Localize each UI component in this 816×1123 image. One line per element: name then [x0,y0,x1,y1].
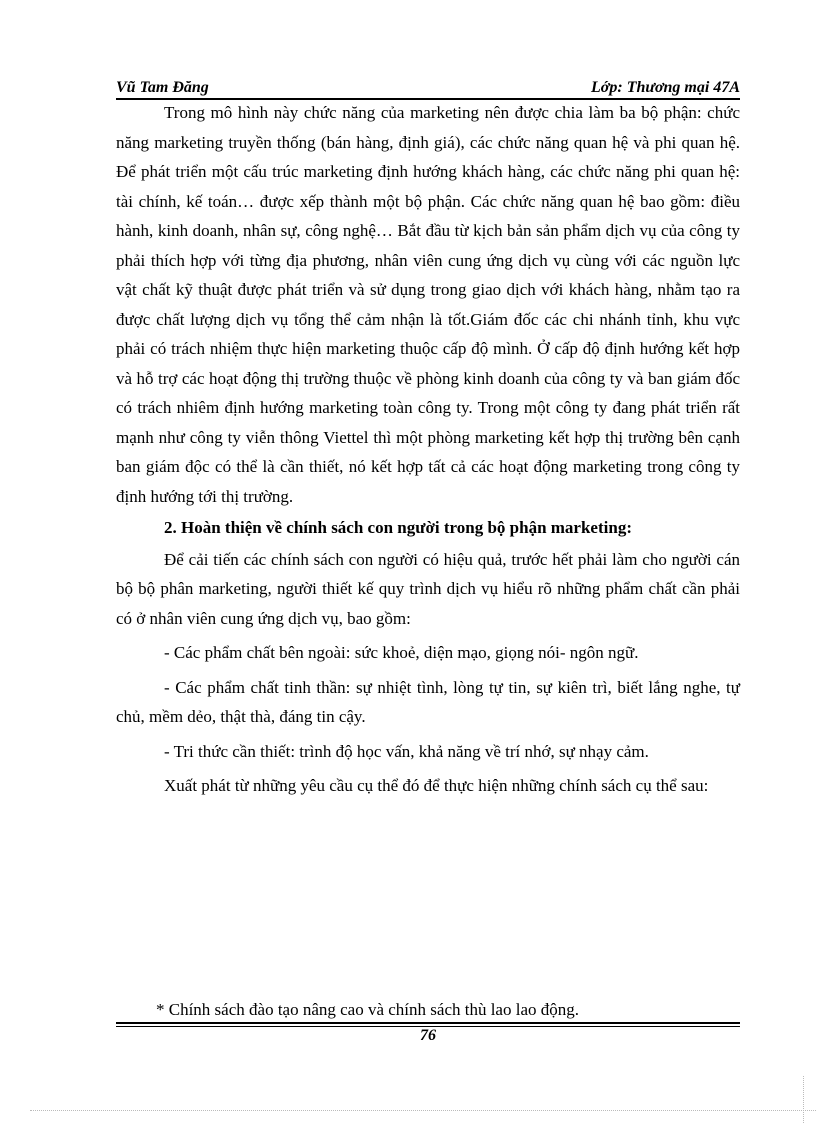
paragraph-policies-intro: Xuất phát từ những yêu cầu cụ thể đó để thực hiện những chính sách cụ thể sau: [164,776,709,795]
paragraph-marketing-structure: Trong mô hình này chức năng của marketing nên được chia làm ba bộ phận: chức năng marketing truyền thống (bán hàng, định giá), các chức năng quan hệ và phi quan hệ. Để phát triển một cấu trúc marketing định hướng khách hàng, các chức năng phi quan hệ: tài chính, kế toán… được xếp thành một bộ phận. Các chức năng quan hệ bao gồm: điều hành, kinh doanh, nhân sự, công nghệ… Bắt đầu từ kịch bản sản phẩm dịch vụ của công ty phải thích hợp với từng địa phương, nhân viên cung ứng dịch vụ cùng với các nguồn lực vật chất kỹ thuật được phát triển và sử dụng trong giao dịch với khách hàng, nhằm tạo ra được chất lượng dịch vụ tổng thể cảm nhận là tốt.Giám đốc các chi nhánh tỉnh, khu vực phải có trách nhiệm thực hiện marketing thuộc cấp độ mình. Ở cấp độ định hướng kết hợp và hỗ trợ các hoạt động thị trường thuộc về phòng kinh doanh của công ty và ban giám đốc có trách nhiêm định hướng marketing toàn công ty. Trong một công ty đang phát triển rất mạnh như công ty viễn thông Viettel thì một phòng marketing kết hợp thị trường bên cạnh ban giám độc có thể là cần thiết, nó kết hợp tất cả các hoạt động marketing trong công ty định hướng tới thị trường. [116,103,740,506]
paragraph-training-policy: * Chính sách đào tạo nâng cao và chính sách thù lao lao động. [156,1000,579,1019]
page-header [116,78,740,98]
crop-mark-vertical [803,1076,804,1123]
header-author: Vũ Tam Đăng [116,79,209,96]
bullet-mental-qualities: - Các phẩm chất tinh thần: sự nhiệt tình, lòng tự tin, sự kiên trì, biết lắng nghe, tự chủ, mềm dẻo, thật thà, đáng tin cậy. [116,677,740,726]
bullet-knowledge: - Tri thức cần thiết: trình độ học vấn, khả năng về trí nhớ, sự nhạy cảm. [164,741,649,761]
page-body [116,98,740,801]
paragraph-people-policy: Để cải tiến các chính sách con người có hiệu quả, trước hết phải làm cho người cán bộ bộ phân marketing, người thiết kế quy trình dịch vụ hiểu rõ những phẩm chất cần phải có ở nhân viên cung ứng dịch vụ, bao gồm: [116,549,740,628]
header-class-label: Lớp: Thương mại 47A [591,79,740,96]
page-number: 76 [420,1027,436,1044]
footer-rule-thick [116,1022,740,1024]
crop-mark-horizontal [30,1110,816,1111]
bullet-external-qualities: - Các phẩm chất bên ngoài: sức khoẻ, diện mạo, giọng nói- ngôn ngữ. [164,643,639,662]
section-heading: 2. Hoàn thiện về chính sách con người trong bộ phận marketing: [164,518,632,537]
